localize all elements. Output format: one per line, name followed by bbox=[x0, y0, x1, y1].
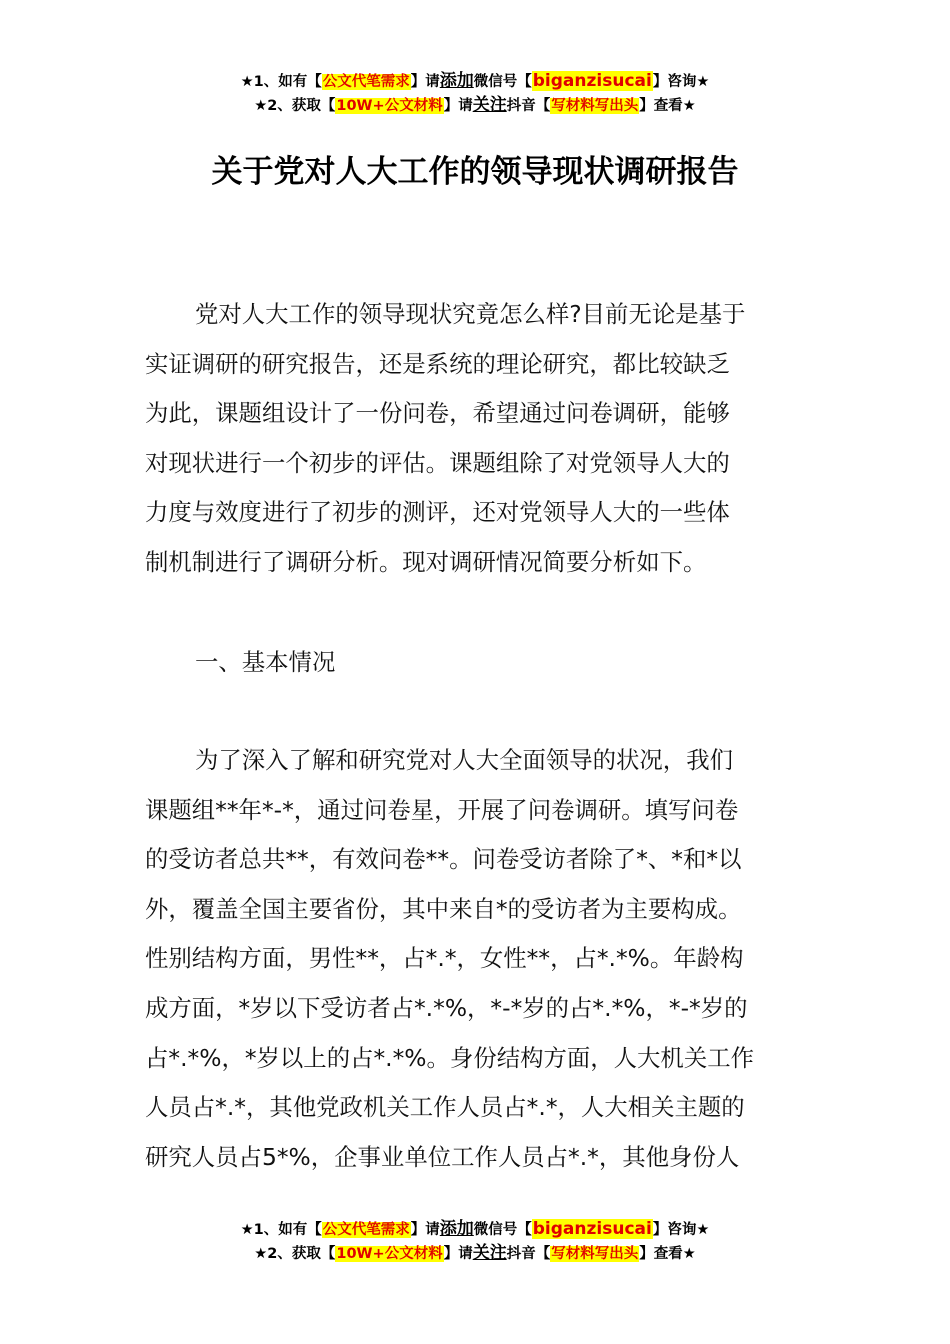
paragraph-line: 课题组**年*-*，通过问卷星，开展了问卷调研。填写问卷 bbox=[145, 795, 739, 824]
banner-emphasis: 添加 bbox=[439, 71, 474, 91]
paragraph-line: 占*.*%，*岁以上的占*.*%。身份结构方面，人大机关工作 bbox=[145, 1043, 754, 1072]
banner-text: ★2、获取【 bbox=[254, 1246, 336, 1262]
paragraph-line: 研究人员占5*%，企事业单位工作人员占*.*，其他身份人 bbox=[145, 1142, 740, 1171]
banner-emphasis: 关注 bbox=[472, 1243, 507, 1263]
paragraph-line: 实证调研的研究报告，还是系统的理论研究，都比较缺乏 bbox=[145, 349, 730, 378]
banner-text: 抖音【 bbox=[506, 1246, 551, 1262]
banner-highlight: 写材料写出头 bbox=[551, 98, 639, 114]
banner-text: 】查看★ bbox=[639, 98, 696, 114]
banner-highlight: 公文代笔需求 bbox=[322, 1222, 410, 1238]
banner-text: 微信号【 bbox=[473, 1222, 532, 1238]
document-title: 关于党对人大工作的领导现状调研报告 bbox=[211, 154, 739, 190]
paragraph-line: 力度与效度进行了初步的测评，还对党领导人大的一些体 bbox=[145, 498, 730, 527]
banner-wechat-id: biganzisucai bbox=[532, 1219, 652, 1239]
banner-highlight: 公文代笔需求 bbox=[322, 74, 410, 90]
paragraph-line: 人员占*.*，其他党政机关工作人员占*.*，人大相关主题的 bbox=[145, 1093, 745, 1122]
banner-highlight: 10W+公文材料 bbox=[336, 1246, 443, 1262]
banner-text: 】咨询★ bbox=[652, 74, 710, 90]
banner-text: 微信号【 bbox=[473, 74, 532, 90]
banner-text: ★1、如有【 bbox=[240, 1222, 322, 1238]
banner-text: 】咨询★ bbox=[652, 1222, 710, 1238]
paragraph-line: 制机制进行了调研分析。现对调研情况简要分析如下。 bbox=[145, 547, 707, 576]
paragraph-2 bbox=[145, 736, 808, 1182]
banner-highlight: 写材料写出头 bbox=[551, 1246, 639, 1262]
section-heading-text: 一、基本情况 bbox=[195, 648, 336, 676]
banner-emphasis: 关注 bbox=[472, 95, 507, 115]
banner-text: 】请 bbox=[410, 74, 440, 90]
paragraph-line: 外，覆盖全国主要省份，其中来自*的受访者为主要构成。 bbox=[145, 894, 742, 923]
paragraph-line: 为此，课题组设计了一份问卷，希望通过问卷调研，能够 bbox=[145, 399, 730, 428]
paragraph-line: 为了深入了解和研究党对人大全面领导的状况，我们 bbox=[195, 746, 733, 774]
paragraph-line: 对现状进行一个初步的评估。课题组除了对党领导人大的 bbox=[145, 448, 730, 477]
paragraph-line: 成方面，*岁以下受访者占*.*%，*-*岁的占*.*%，*-*岁的 bbox=[145, 993, 748, 1022]
banner-wechat-id: biganzisucai bbox=[532, 71, 652, 91]
banner-emphasis: 添加 bbox=[439, 1219, 474, 1239]
banner-line-2 bbox=[0, 94, 950, 118]
banner-text: 】请 bbox=[443, 1246, 473, 1262]
banner-text: ★1、如有【 bbox=[240, 74, 322, 90]
banner-text: 】请 bbox=[443, 98, 473, 114]
banner-text: 】请 bbox=[410, 1222, 440, 1238]
paragraph-line: 性别结构方面，男性**，占*.*，女性**，占*.*%。年龄构 bbox=[145, 944, 744, 973]
footer-banner bbox=[0, 1218, 950, 1266]
banner-text: ★2、获取【 bbox=[254, 98, 336, 114]
section-heading-1 bbox=[145, 638, 808, 688]
banner-text: 】查看★ bbox=[639, 1246, 696, 1262]
banner-highlight: 10W+公文材料 bbox=[336, 98, 443, 114]
paragraph-1 bbox=[145, 290, 808, 588]
paragraph-line: 党对人大工作的领导现状究竟怎么样?目前无论是基于 bbox=[195, 300, 746, 328]
banner-line-1 bbox=[0, 1218, 950, 1242]
banner-line-1 bbox=[0, 70, 950, 94]
paragraph-line: 的受访者总共**，有效问卷**。问卷受访者除了*、*和*以 bbox=[145, 845, 742, 874]
header-banner bbox=[0, 70, 950, 118]
banner-text: 抖音【 bbox=[506, 98, 551, 114]
banner-line-2 bbox=[0, 1242, 950, 1266]
